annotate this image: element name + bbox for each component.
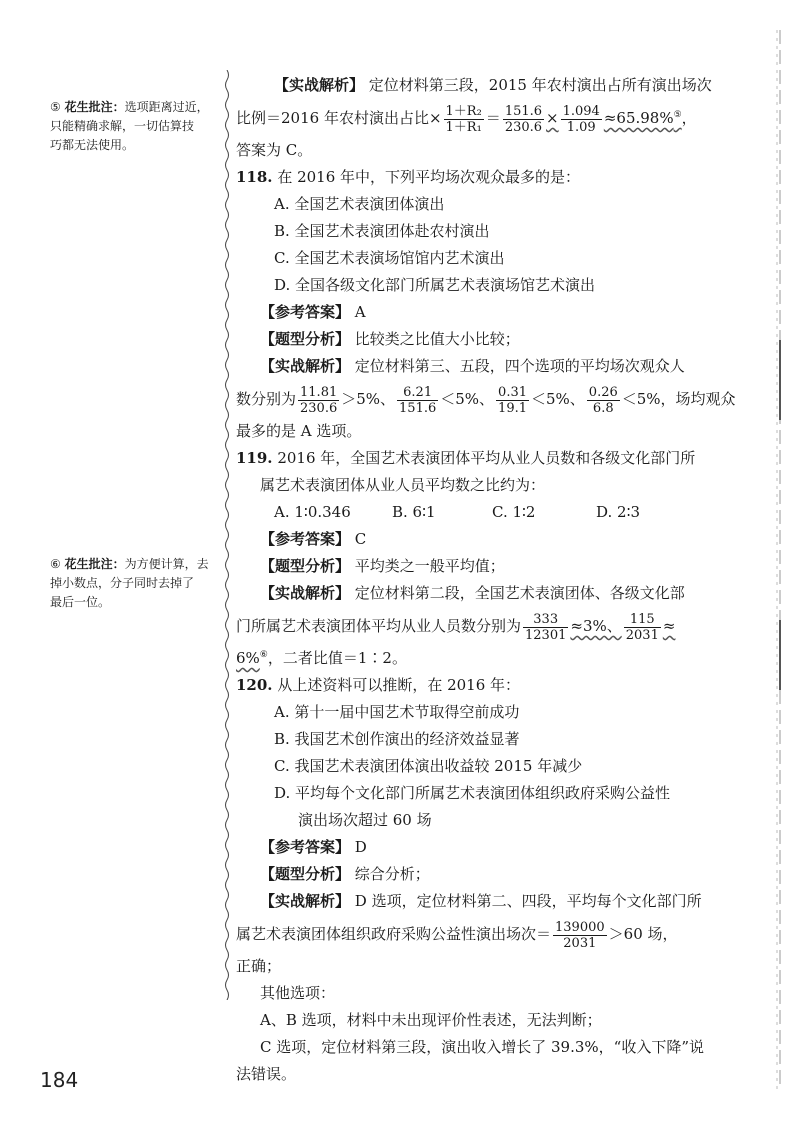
fraction: $\frac{1.094}{1.09}$: [562, 103, 600, 135]
text: 定位材料第二段，全国艺术表演团体、各级文化部: [354, 584, 685, 602]
option-b: B. 6∶1: [392, 503, 436, 521]
text: ，: [681, 109, 697, 127]
text: 定位材料第三、五段，四个选项的平均场次观众人: [354, 357, 685, 375]
option-a: A. 第十一届中国艺术节取得空前成功: [274, 703, 520, 721]
note-text: 巧都无法使用。: [50, 138, 135, 152]
option-c: C. 1∶2: [492, 503, 536, 521]
question-stem: [236, 164, 726, 191]
text: 在 2016 年中，下列平均场次观众最多的是：: [277, 168, 581, 186]
analysis-line: [236, 645, 726, 672]
text: ＝: [485, 109, 501, 127]
answer-value: D: [354, 838, 367, 856]
option-d: D. 平均每个文化部门所属艺术表演团体组织政府采购公益性: [274, 784, 671, 802]
answer-value: A: [354, 303, 366, 321]
note-text: 为方便计算，去: [124, 557, 209, 571]
page-number: 184: [40, 1068, 79, 1092]
side-note-6: [50, 555, 220, 612]
answer-tag: 【参考答案】: [260, 303, 351, 321]
question-number: 118.: [236, 168, 273, 186]
option-b: B. 我国艺术创作演出的经济效益显著: [274, 730, 520, 748]
analysis-tag: 【实战解析】: [260, 892, 351, 910]
fraction: $\frac{11.81}{230.6}$: [300, 384, 338, 416]
fraction: $\frac{115}{2031}$: [625, 611, 659, 643]
analysis-line: 最多的是 A 选项。: [236, 422, 362, 440]
text: 定位材料第三段，2015 年农村演出占所有演出场次: [368, 76, 712, 94]
side-note-5: [50, 98, 220, 155]
wavy-underlined: $\frac{151.6}{230.6}$ × $\frac{1.094}{1.09}$ ≈65.98%⑤: [504, 103, 682, 135]
type-tag: 【题型分析】: [260, 865, 351, 883]
text: 比较类之比值大小比较；: [354, 330, 520, 348]
note-marker: ⑥: [50, 557, 61, 571]
question-number: 120.: [236, 676, 273, 694]
analysis-line: A、B 选项，材料中未出现评价性表述，无法判断；: [260, 1011, 602, 1029]
type-line: [236, 861, 726, 888]
analysis-line: 正确；: [236, 957, 282, 975]
option-d-cont: 演出场次超过 60 场: [298, 811, 432, 829]
fraction: $\frac{0.26}{6.8}$: [588, 384, 618, 416]
analysis-tag: 【实战解析】: [260, 357, 351, 375]
answer-tag: 【参考答案】: [260, 530, 351, 548]
text: ＞60 场，: [608, 925, 678, 943]
text: D 选项，定位材料第二、四段，平均每个文化部门所: [354, 892, 702, 910]
text: ，二者比值＝1∶2。: [267, 649, 407, 667]
fraction: $\frac{6.21}{151.6}$: [399, 384, 437, 416]
analysis-line: [236, 915, 726, 953]
note-label: 花生批注：: [64, 557, 125, 571]
page-edge-lines: [776, 30, 782, 1090]
text: ＜5%、: [440, 390, 495, 408]
text: 2016 年，全国艺术表演团体平均从业人员数和各级文化部门所: [277, 449, 696, 467]
analysis-line: 其他选项：: [260, 984, 336, 1002]
question-number: 119.: [236, 449, 273, 467]
option-a: A. 1∶0.346: [274, 503, 351, 521]
text: 平均类之一般平均值；: [354, 557, 505, 575]
analysis-line: [236, 353, 726, 380]
analysis-line: [236, 607, 726, 645]
analysis-line: 答案为 C。: [236, 141, 313, 159]
analysis-tag: 【实战解析】: [260, 584, 351, 602]
text: 比例＝2016 年农村演出占比×: [236, 109, 442, 127]
answer-line: [236, 299, 726, 326]
text: 门所属艺术表演团体平均从业人员数分别为: [236, 617, 522, 635]
analysis-line: C 选项，定位材料第三段，演出收入增长了 39.3%，“收入下降”说: [260, 1038, 705, 1056]
answer-tag: 【参考答案】: [260, 838, 351, 856]
footnote-marker: ⑤: [673, 110, 682, 120]
fraction: $\frac{0.31}{19.1}$: [498, 384, 527, 416]
wavy-underlined: 6%: [236, 649, 260, 667]
text: 属艺术表演团体组织政府采购公益性演出场次＝: [236, 925, 552, 943]
type-line: [236, 326, 726, 353]
type-tag: 【题型分析】: [260, 330, 351, 348]
analysis-line: [236, 888, 726, 915]
note-label: 花生批注：: [64, 100, 125, 114]
fraction: $\frac{333}{12301}$: [525, 611, 567, 643]
fraction: $\frac{\text{1＋R₂}}{\text{1＋R₁}}$: [445, 103, 482, 135]
question-stem: [236, 445, 726, 472]
answer-value: C: [354, 530, 367, 548]
question-stem-cont: 属艺术表演团体从业人员平均数之比约为：: [260, 476, 546, 494]
footnote-marker: ⑥: [259, 650, 268, 660]
text: 从上述资料可以推断，在 2016 年：: [277, 676, 521, 694]
fraction: $\frac{139000}{2031}$: [555, 919, 605, 951]
fraction: $\frac{151.6}{230.6}$: [504, 103, 543, 135]
type-tag: 【题型分析】: [260, 557, 351, 575]
text: 综合分析；: [354, 865, 430, 883]
options-row: [236, 499, 726, 526]
note-text: 最后一位。: [50, 595, 111, 609]
analysis-line: [236, 580, 726, 607]
question-stem: [236, 672, 726, 699]
answer-line: [236, 526, 726, 553]
text: ＜5%，场均观众: [621, 390, 736, 408]
note-text: 掉小数点，分子同时去掉了: [50, 576, 195, 590]
option-d: D. 2∶3: [596, 503, 641, 521]
option-d: D. 全国各级文化部门所属艺术表演场馆艺术演出: [274, 276, 596, 294]
text: ＜5%、: [531, 390, 585, 408]
answer-line: [236, 834, 726, 861]
wavy-divider: [222, 70, 232, 1000]
option-a: A. 全国艺术表演团体演出: [274, 195, 445, 213]
analysis-line: 法错误。: [236, 1065, 297, 1083]
analysis-line: [236, 99, 726, 137]
analysis-line: [236, 380, 736, 418]
option-b: B. 全国艺术表演团体赴农村演出: [274, 222, 490, 240]
text: ＞5%、: [341, 390, 396, 408]
option-c: C. 我国艺术表演团体演出收益较 2015 年减少: [274, 757, 583, 775]
note-marker: ⑤: [50, 100, 61, 114]
note-text: 只能精确求解，一切估算技: [50, 119, 195, 133]
analysis-line: [236, 72, 726, 99]
note-text: 选项距离过近，: [124, 100, 209, 114]
option-c: C. 全国艺术表演场馆馆内艺术演出: [274, 249, 505, 267]
analysis-tag: 【实战解析】: [274, 76, 365, 94]
wavy-underlined: $\frac{333}{12301}$ ≈3%、 $\frac{115}{2031}$ ≈: [525, 611, 676, 643]
text: 数分别为: [236, 390, 297, 408]
type-line: [236, 553, 726, 580]
main-column: [236, 72, 736, 1088]
